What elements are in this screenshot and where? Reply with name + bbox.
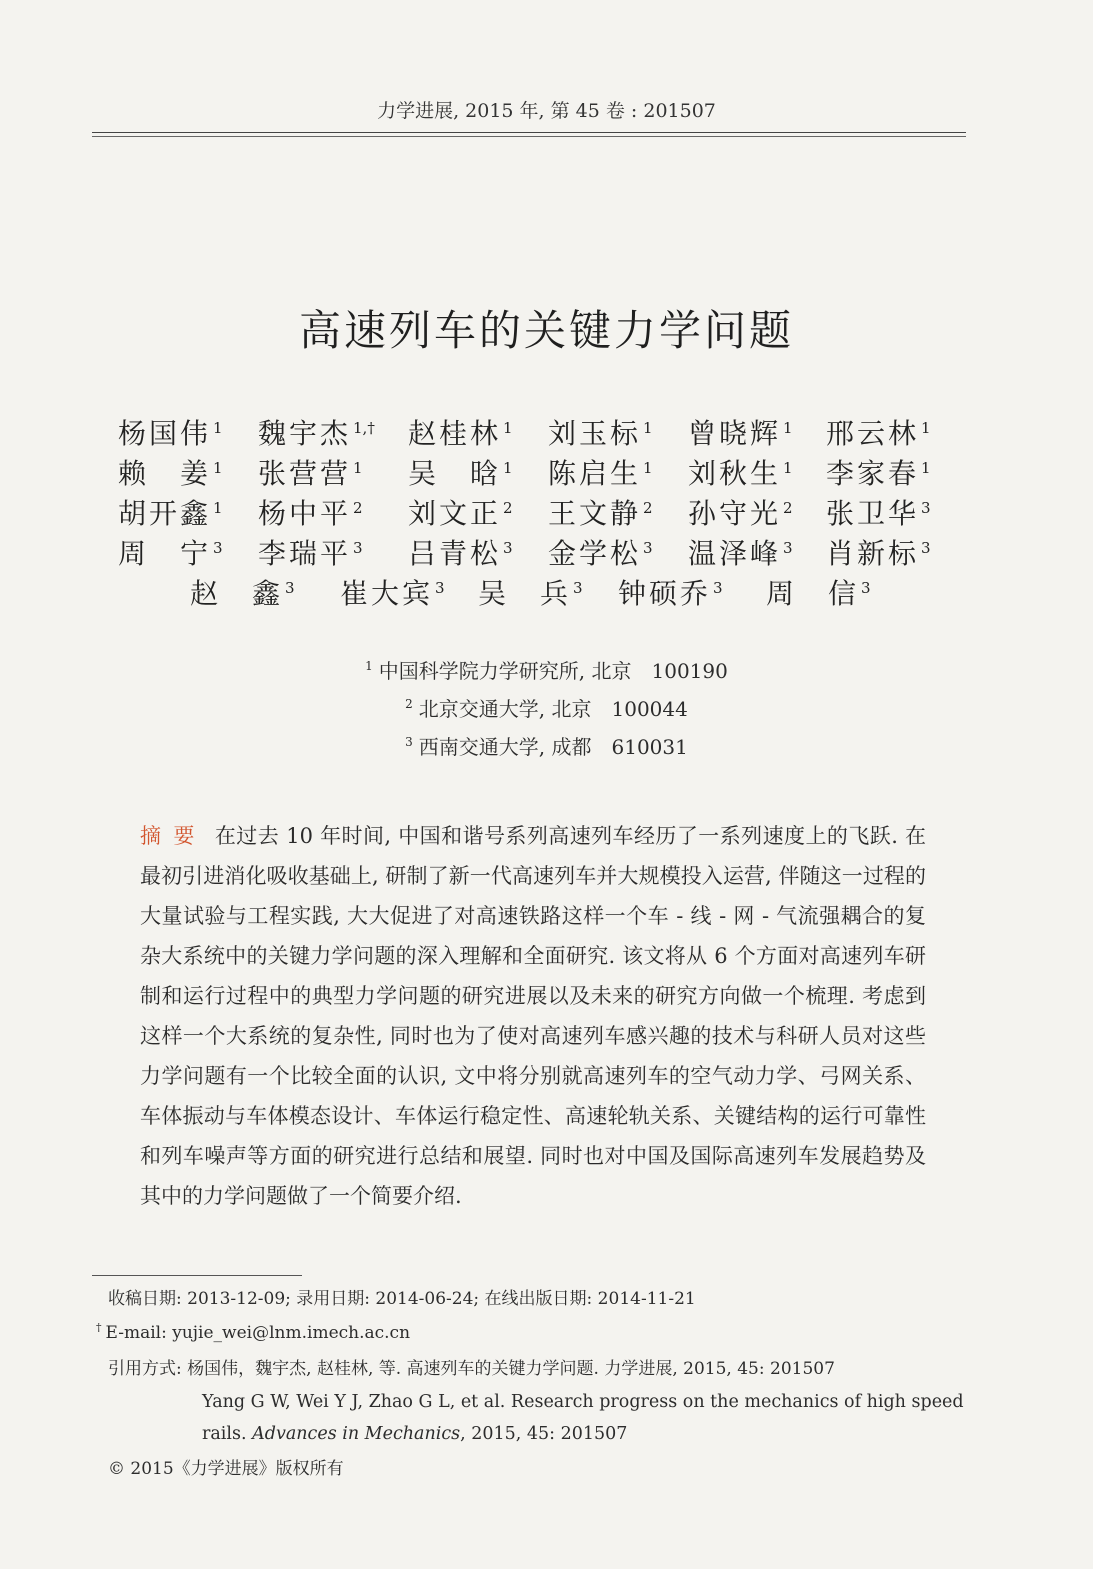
author-affiliation-mark: 1 (643, 459, 653, 477)
author-affiliation-mark: 3 (861, 579, 871, 597)
author-name-text: 赖 姜 (118, 457, 212, 490)
author-name-text: 钟硕乔 (618, 577, 712, 610)
author-row (118, 492, 968, 532)
author-affiliation-mark: 1 (213, 459, 223, 477)
author-name (766, 572, 871, 612)
author-affiliation-mark: 1 (213, 419, 223, 437)
citation-en (96, 1386, 976, 1450)
author-name (478, 572, 583, 612)
author-affiliation-mark: 1 (921, 459, 931, 477)
citation-en-text: Yang G W, Wei Y J, Zhao G L, et al. Research progress on the mechanics of high speed rails. (202, 1392, 964, 1444)
author-name-text: 张营营 (258, 457, 352, 490)
author-name (548, 492, 653, 532)
author-name (258, 452, 363, 492)
affiliation-2 (0, 692, 1093, 730)
author-name (548, 452, 653, 492)
author-affiliation-mark: 3 (213, 539, 223, 557)
affiliation-mark: 1 (365, 659, 373, 673)
footnotes (96, 1282, 976, 1486)
dagger-mark: † (96, 1321, 102, 1334)
author-row (118, 412, 968, 452)
author-name-text: 孙守光 (688, 497, 782, 530)
author-affiliation-mark: 3 (503, 539, 513, 557)
author-affiliation-mark: 1 (643, 419, 653, 437)
author-row (118, 532, 968, 572)
author-name (618, 572, 723, 612)
author-name-text: 肖新标 (826, 537, 920, 570)
author-name (408, 492, 513, 532)
affiliation-text: 中国科学院力学研究所, 北京 100190 (378, 659, 728, 683)
affiliation-list (0, 654, 1093, 768)
author-name-text: 温泽峰 (688, 537, 782, 570)
author-affiliation-mark: 2 (503, 499, 513, 517)
author-name-text: 李瑞平 (258, 537, 352, 570)
author-name-text: 杨国伟 (118, 417, 212, 450)
author-name (688, 412, 793, 452)
affiliation-text: 北京交通大学, 北京 100044 (418, 697, 688, 721)
author-name (258, 412, 375, 452)
author-name-text: 杨中平 (258, 497, 352, 530)
author-affiliation-mark: 3 (285, 579, 295, 597)
author-affiliation-mark: 2 (783, 499, 793, 517)
citation-en-tail: , 2015, 45: 201507 (460, 1424, 628, 1444)
author-affiliation-mark: 3 (353, 539, 363, 557)
author-affiliation-mark: 1 (503, 419, 513, 437)
author-name (118, 492, 223, 532)
author-name (258, 532, 363, 572)
author-name (258, 492, 363, 532)
affiliation-1 (0, 654, 1093, 692)
header-rule (92, 132, 966, 133)
affiliation-mark: 2 (405, 697, 413, 711)
author-name (688, 492, 793, 532)
running-header: 力学进展, 2015 年, 第 45 卷 : 201507 (377, 100, 716, 122)
author-name-text: 赵桂林 (408, 417, 502, 450)
citation-en-journal: Advances in Mechanics (252, 1424, 461, 1444)
paper-title: 高速列车的关键力学问题 (298, 306, 794, 355)
author-row (118, 452, 968, 492)
author-affiliation-mark: 1 (783, 459, 793, 477)
affiliation-3 (0, 730, 1093, 768)
author-affiliation-mark: 3 (643, 539, 653, 557)
author-name-text: 曾晓辉 (688, 417, 782, 450)
citation-cn: 引用方式: 杨国伟，魏宇杰, 赵桂林, 等. 高速列车的关键力学问题. 力学进展, 2015, 45: 201507 (108, 1359, 835, 1379)
affiliation-mark: 3 (405, 735, 413, 749)
author-affiliation-mark: 2 (643, 499, 653, 517)
author-name (118, 412, 223, 452)
author-row (118, 572, 968, 612)
author-name (118, 532, 223, 572)
author-name-text: 刘玉标 (548, 417, 642, 450)
author-affiliation-mark: 3 (573, 579, 583, 597)
author-name-text: 周 信 (766, 577, 860, 610)
author-name-text: 吕青松 (408, 537, 502, 570)
author-name-text: 魏宇杰 (258, 417, 352, 450)
author-name-text: 王文静 (548, 497, 642, 530)
abstract-label: 摘要 (140, 824, 207, 848)
author-affiliation-mark: 1,† (353, 419, 375, 437)
author-name (408, 452, 513, 492)
email-text[interactable]: E-mail: yujie_wei@lnm.imech.ac.cn (105, 1323, 411, 1343)
author-affiliation-mark: 3 (713, 579, 723, 597)
abstract-text: 在过去 10 年时间, 中国和谐号系列高速列车经历了一系列速度上的飞跃. 在最初引进消化吸收基础上, 研制了新一代高速列车并大规模投入运营, 伴随这一过程的大量试验与工程实践, 大大促进了对高速铁路这样一个车 - 线 - 网 - 气流强耦合的复杂大系统中的关键力学问题的深入理解和全面研究. 该文将从 6 个方面对高速列车研制和运行过程中的典型力学问题的研究进展以及未来的研究方向做一个梳理. 考虑到这样一个大系统的复杂性, 同时也为了使对高速列车感兴趣的技术与科研人员对这些力学问题有一个比较全面的认识, 文中将分别就高速列车的空气动力学、弓网关系、车体振动与车体模态设计、车体运行稳定性、高速轮轨关系、关键结构的运行可靠性和列车噪声等方面的研究进行总结和展望. 同时也对中国及国际高速列车发展趋势及其中的力学问题做了一个简要介绍. (140, 824, 926, 1208)
author-name-text: 金学松 (548, 537, 642, 570)
author-name-text: 张卫华 (826, 497, 920, 530)
author-name (826, 492, 931, 532)
author-name-text: 陈启生 (548, 457, 642, 490)
author-name (826, 452, 931, 492)
author-name-text: 邢云林 (826, 417, 920, 450)
author-name-text: 刘文正 (408, 497, 502, 530)
author-name (548, 412, 653, 452)
author-affiliation-mark: 3 (921, 499, 931, 517)
author-affiliation-mark: 3 (435, 579, 445, 597)
author-name (340, 572, 445, 612)
author-name-text: 赵 鑫 (190, 577, 284, 610)
affiliation-text: 西南交通大学, 成都 610031 (418, 735, 688, 759)
author-list (118, 412, 968, 612)
author-name (688, 532, 793, 572)
author-affiliation-mark: 1 (921, 419, 931, 437)
author-name (118, 452, 223, 492)
author-name-text: 胡开鑫 (118, 497, 212, 530)
author-name-text: 李家春 (826, 457, 920, 490)
author-affiliation-mark: 1 (353, 459, 363, 477)
author-affiliation-mark: 1 (503, 459, 513, 477)
author-name (548, 532, 653, 572)
corresponding-email (96, 1316, 976, 1352)
author-name (826, 532, 931, 572)
author-name (190, 572, 295, 612)
author-name-text: 刘秋生 (688, 457, 782, 490)
author-affiliation-mark: 3 (783, 539, 793, 557)
author-name (408, 532, 513, 572)
author-affiliation-mark: 1 (783, 419, 793, 437)
author-name (826, 412, 931, 452)
author-affiliation-mark: 1 (213, 499, 223, 517)
author-affiliation-mark: 3 (921, 539, 931, 557)
header-rule-thin (92, 136, 966, 137)
footnote-rule (92, 1275, 302, 1276)
author-name (688, 452, 793, 492)
received-dates: 收稿日期: 2013-12-09; 录用日期: 2014-06-24; 在线出版日期: 2014-11-21 (108, 1289, 696, 1309)
author-name-text: 吴 兵 (478, 577, 572, 610)
copyright-notice: © 2015《力学进展》版权所有 (108, 1459, 344, 1479)
author-name-text: 周 宁 (118, 537, 212, 570)
author-name-text: 崔大宾 (340, 577, 434, 610)
abstract (140, 816, 926, 1216)
author-name-text: 吴 晗 (408, 457, 502, 490)
author-affiliation-mark: 2 (353, 499, 363, 517)
author-name (408, 412, 513, 452)
